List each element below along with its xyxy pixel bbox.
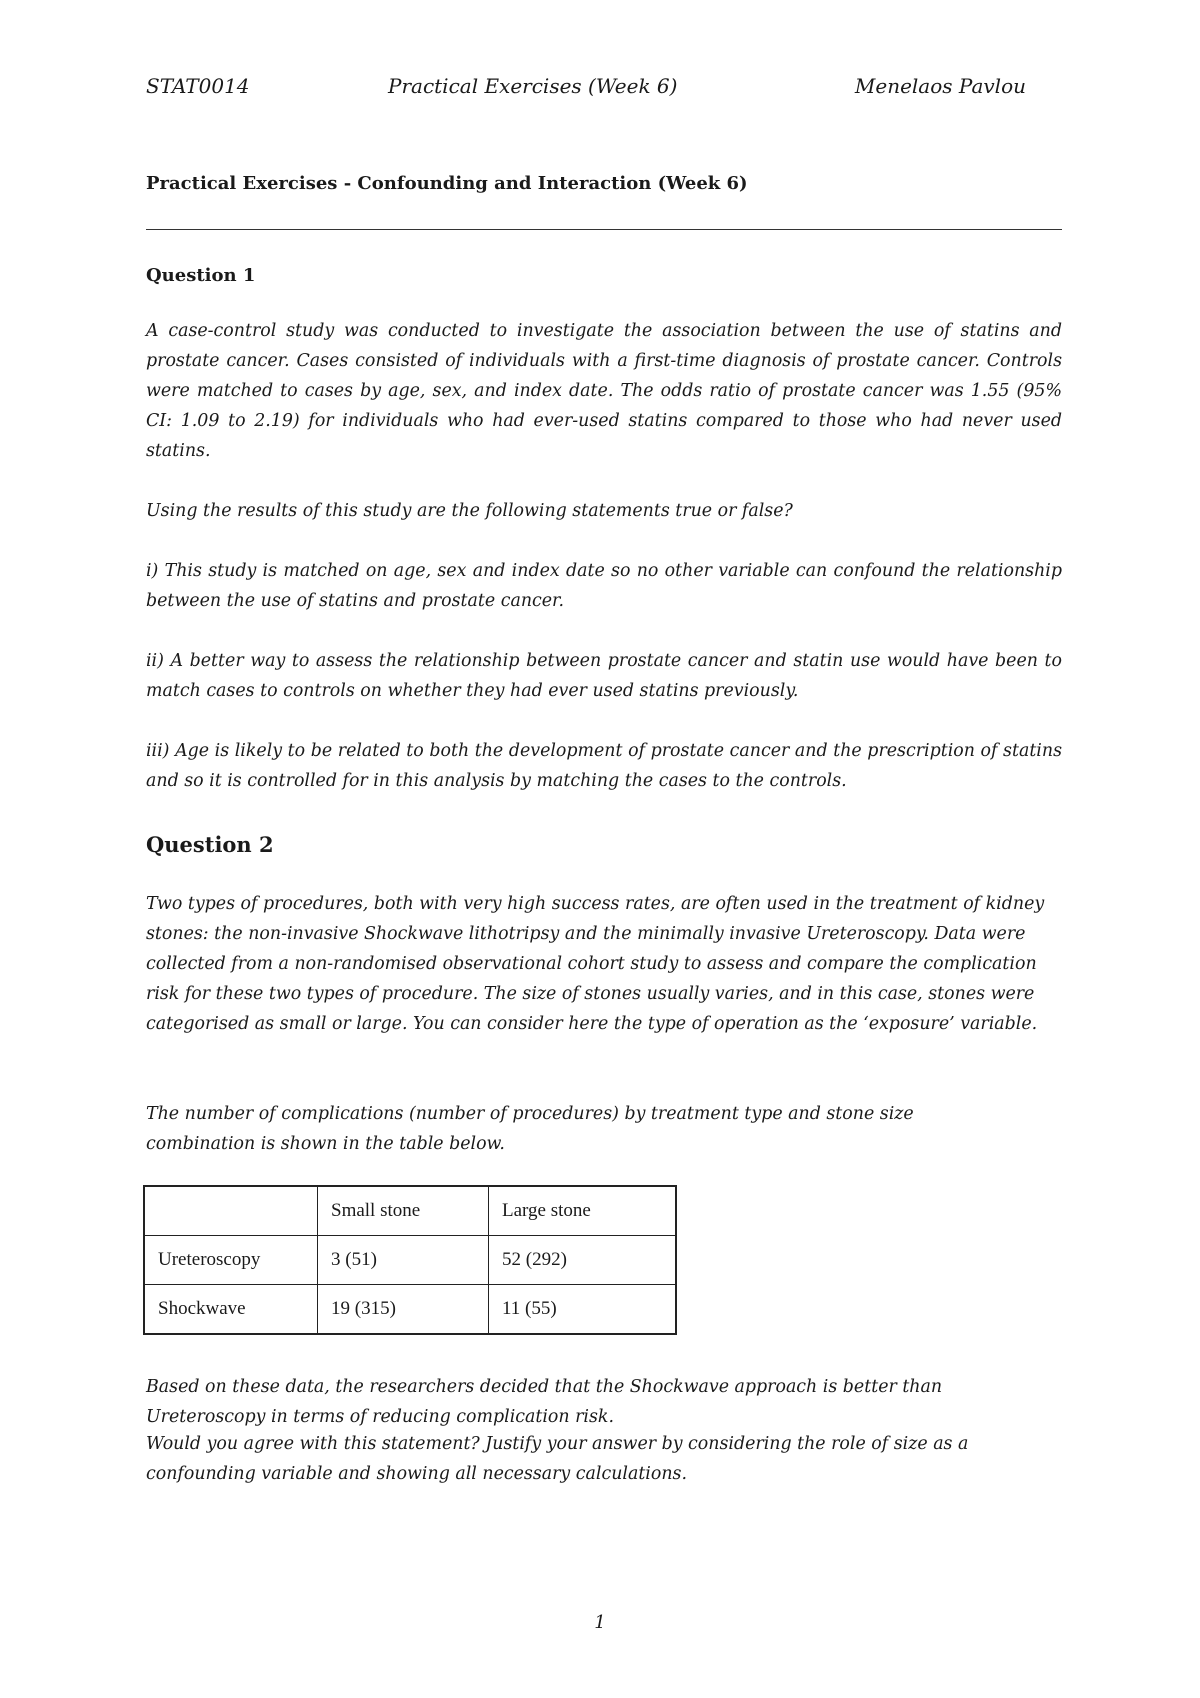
table-header-row <box>144 1186 676 1236</box>
table-cell: 3 (51) <box>318 1236 489 1285</box>
table-row <box>144 1236 676 1285</box>
table-row <box>144 1285 676 1335</box>
table-header-cell <box>144 1186 318 1236</box>
question-2-task: Would you agree with this statement? Justify your answer by considering the role of size as a confounding variable and showing all necessary calculations. <box>146 1434 969 1484</box>
header-doc-title: Practical Exercises (Week 6) <box>388 74 678 98</box>
table-cell: 19 (315) <box>318 1285 489 1335</box>
page-number: 1 <box>594 1612 606 1633</box>
table-header-cell: Large stone <box>489 1186 677 1236</box>
table-cell: 11 (55) <box>489 1285 677 1335</box>
question-1-prompt: Using the results of this study are the following statements true or false? <box>146 501 793 521</box>
table-header-cell: Small stone <box>318 1186 489 1236</box>
table-cell: 52 (292) <box>489 1236 677 1285</box>
complications-table <box>143 1185 677 1335</box>
statement-i: i) This study is matched on age, sex and index date so no other variable can confound the relationship between the use of statins and prostate cancer. <box>146 561 1062 611</box>
statement-ii: ii) A better way to assess the relationship between prostate cancer and statin use would have been to match cases to controls on whether they had ever used statins previously. <box>146 651 1062 701</box>
course-code: STAT0014 <box>146 74 250 98</box>
question-1-heading: Question 1 <box>146 265 256 286</box>
researchers-conclusion: Based on these data, the researchers decided that the Shockwave approach is better than Ureteroscopy in terms of reducing complication risk. <box>146 1377 943 1427</box>
title-divider <box>146 229 1062 230</box>
question-2-intro: Two types of procedures, both with very high success rates, are often used in the treatment of kidney stones: the non-invasive Shockwave lithotripsy and the minimally invasive Ureteroscopy. Data were collected from a non-randomised observational cohort study to assess and compare the complication risk for these two types of procedure. The size of stones usually varies, and in this case, stones were categorised as small or large. You can consider here the type of operation as the ‘exposure’ variable. <box>146 894 1045 1034</box>
table-row-label: Ureteroscopy <box>144 1236 318 1285</box>
table-row-label: Shockwave <box>144 1285 318 1335</box>
question-1-intro: A case-control study was conducted to investigate the association between the use of statins and prostate cancer. Cases consisted of individuals with a first-time diagnosis of prostate cancer. Controls were matched to cases by age, sex, and index date. The odds ratio of prostate cancer was 1.55 (95% CI: 1.09 to 2.19) for individuals who had ever-used statins compared to those who had never used statins. <box>146 321 1062 461</box>
author-name: Menelaos Pavlou <box>854 74 1026 98</box>
statement-iii: iii) Age is likely to be related to both the development of prostate cancer and the prescription of statins and so it is controlled for in this analysis by matching the cases to the controls. <box>146 741 1062 791</box>
document-title: Practical Exercises - Confounding and Interaction (Week 6) <box>146 173 748 194</box>
table-intro: The number of complications (number of procedures) by treatment type and stone size combination is shown in the table below. <box>146 1104 914 1154</box>
question-2-heading: Question 2 <box>146 832 274 857</box>
running-header <box>146 74 1026 104</box>
